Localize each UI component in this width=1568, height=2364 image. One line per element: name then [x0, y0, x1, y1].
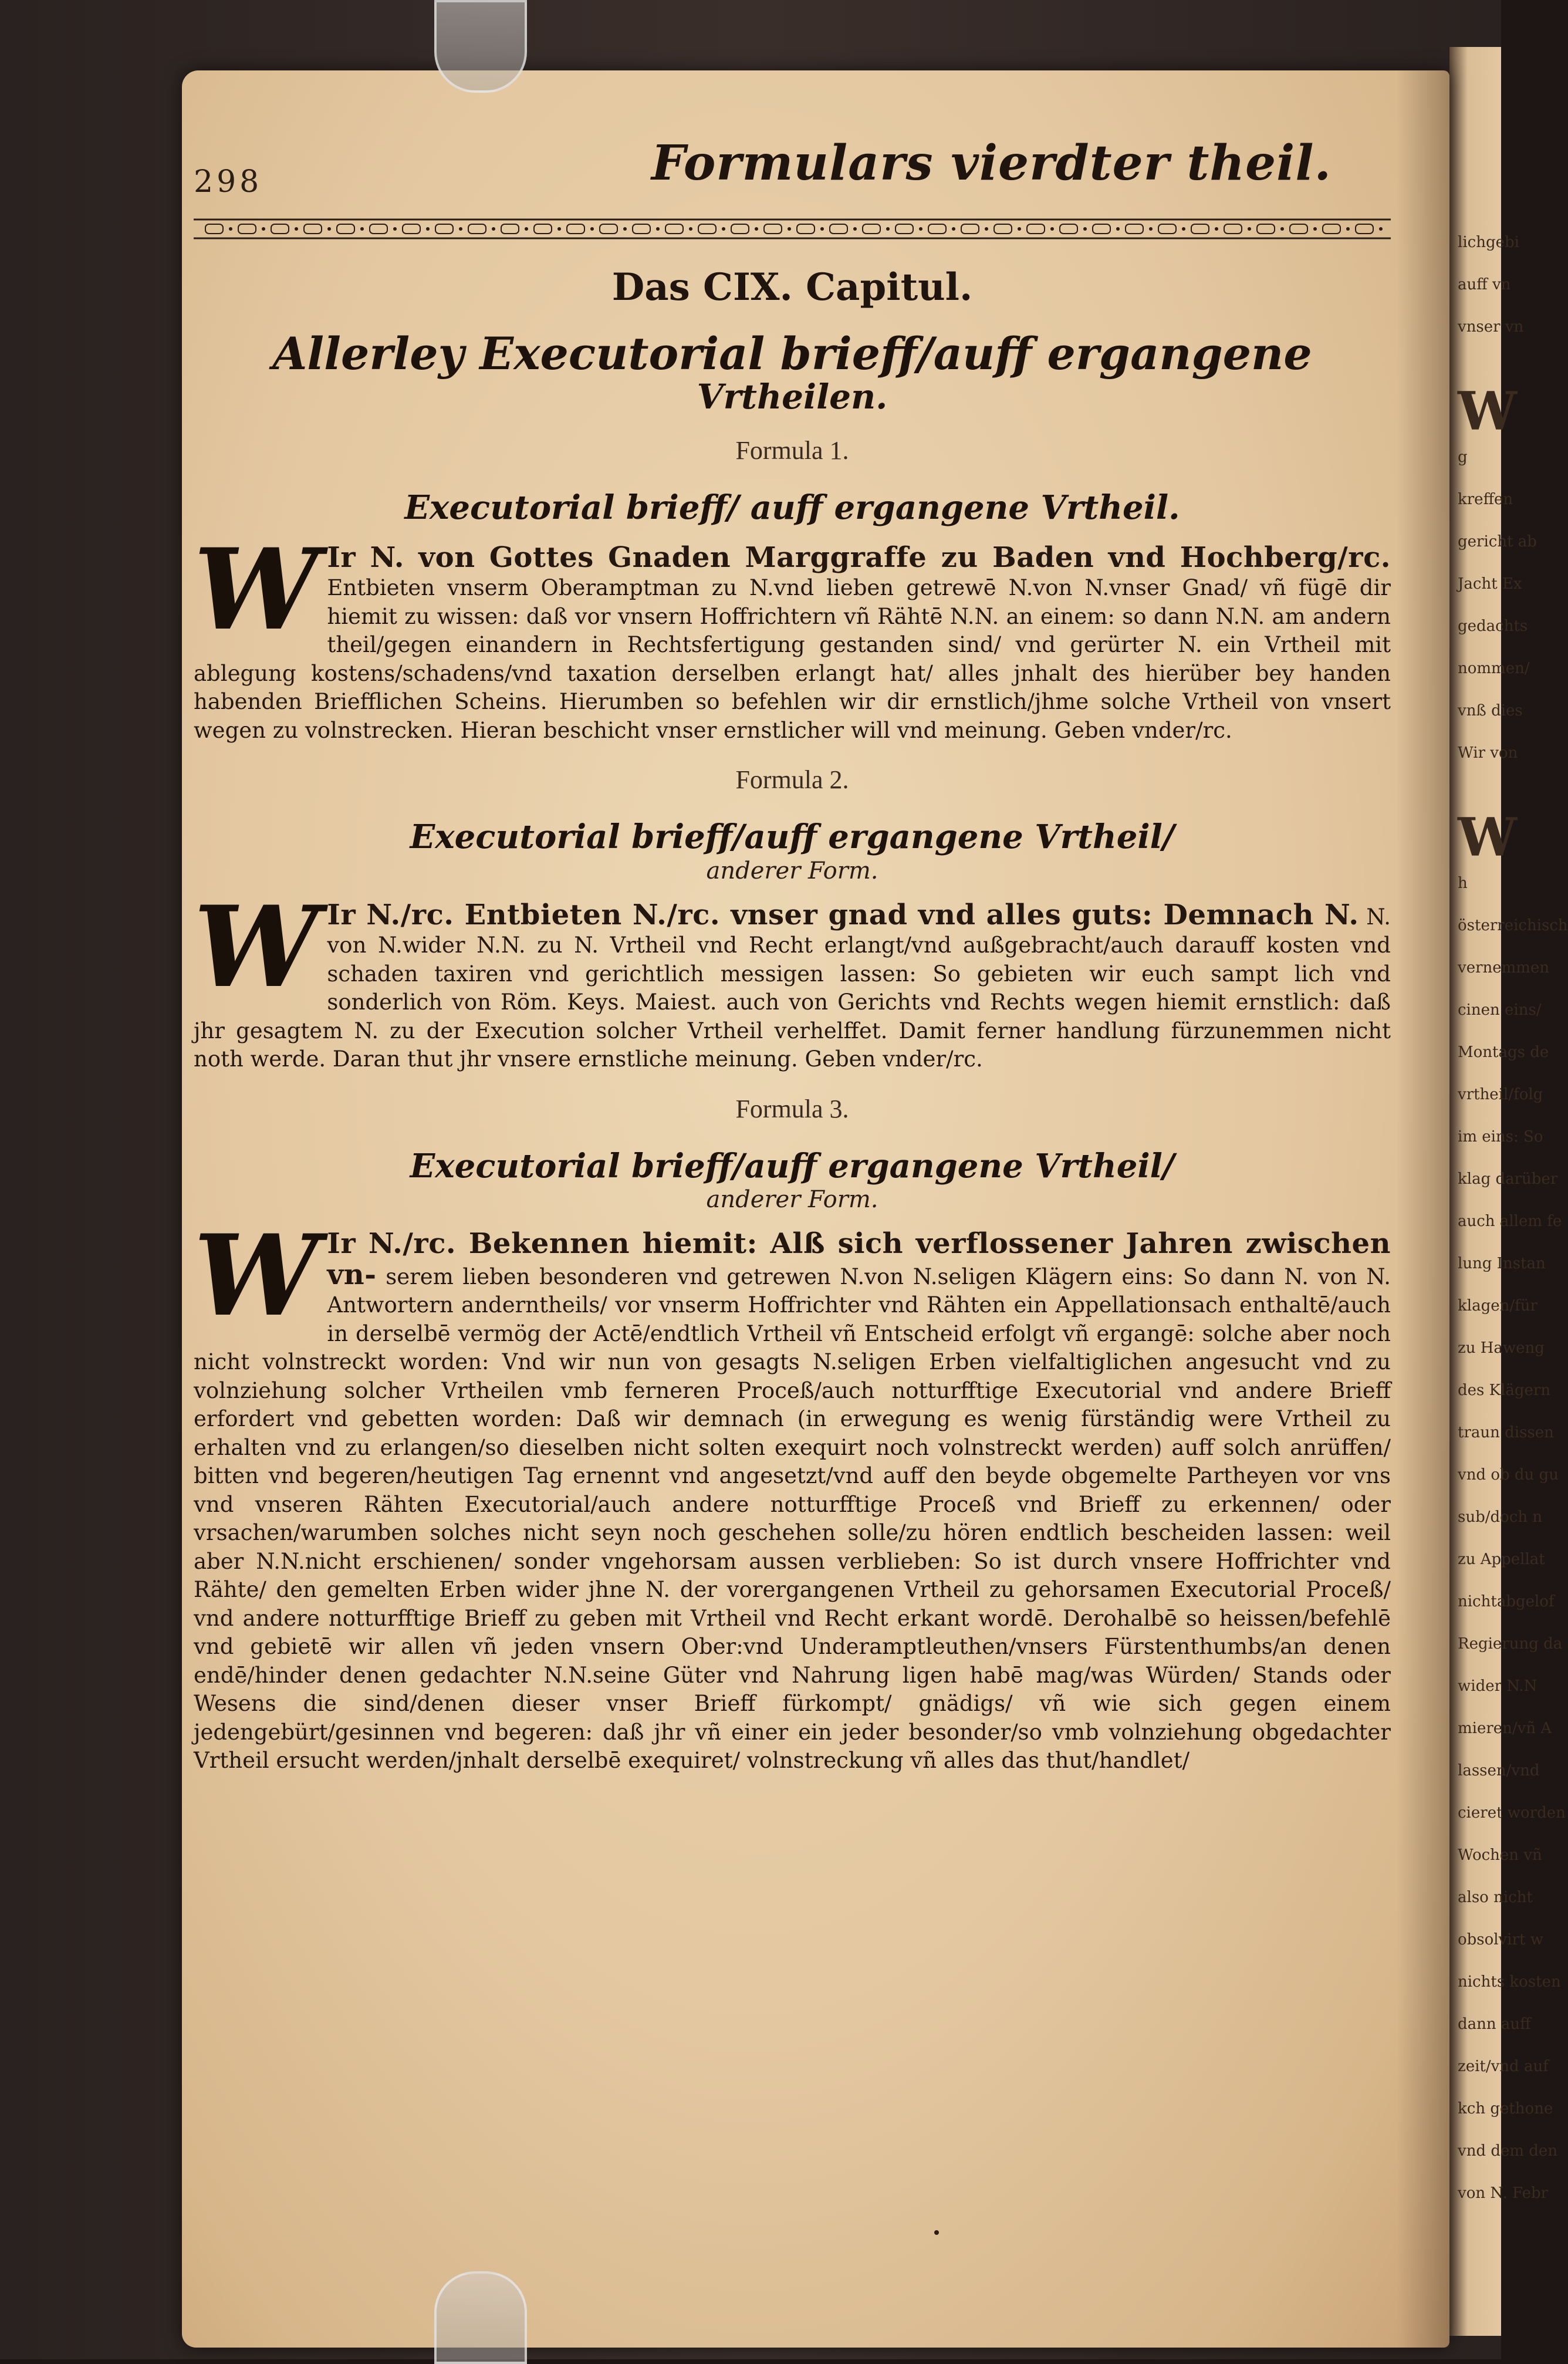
facing-page-fragment: lichgebi	[1458, 234, 1519, 251]
ornament-dot	[886, 227, 890, 231]
first-line: Ir N./rc. Entbieten N./rc. vnser gnad vnd alles guts: Demnach N.	[327, 898, 1359, 931]
facing-page-fragment: gericht ab	[1458, 533, 1537, 551]
section-subtitle: anderer Form.	[706, 1186, 878, 1214]
facing-page-fragment: Regierung da	[1458, 1635, 1563, 1653]
facing-page-fragment: vernemmen	[1458, 959, 1550, 977]
page-number: 298	[194, 164, 263, 200]
ornament-dot	[985, 227, 988, 231]
section-title: Executorial brieff/auff ergangene Vrtheil/	[410, 1146, 1175, 1186]
chapter-heading-line1: Allerley Executorial brieff/auff ergangene	[272, 327, 1312, 380]
chapter-heading	[194, 329, 1391, 416]
page-content	[194, 129, 1391, 1775]
ornament-dot	[1346, 227, 1350, 231]
facing-page-fragment: W	[1458, 806, 1518, 869]
section-body	[194, 524, 1391, 745]
section-body	[194, 1210, 1391, 1775]
ornament-link	[994, 224, 1012, 234]
ornament-link	[600, 224, 617, 234]
facing-page-fragment: auch allem fe	[1458, 1213, 1562, 1230]
ornament-link	[1224, 224, 1242, 234]
ornament-dot	[1379, 227, 1383, 231]
ornament-link	[534, 224, 552, 234]
facing-page-fragment: vnd dem den	[1458, 2142, 1558, 2160]
ornament-link	[304, 224, 322, 234]
ornament-dot	[1116, 227, 1120, 231]
ornament-link	[238, 224, 256, 234]
ornament-dot	[426, 227, 430, 231]
facing-page-fragment: vnß dies	[1458, 702, 1523, 720]
gutter-shadow	[1397, 70, 1449, 2348]
ornament-dot	[820, 227, 824, 231]
section-title: Executorial brieff/ auff ergangene Vrtheil.	[404, 488, 1180, 528]
facing-page-fragment: traun dissen	[1458, 1424, 1554, 1441]
ornament-dot	[1215, 227, 1218, 231]
facing-page-fragment: cieret worden	[1458, 1804, 1566, 1822]
facing-page-fragment: sub/doch n	[1458, 1508, 1543, 1526]
page-clip-top	[434, 0, 527, 93]
body-text: Entbieten vnserm Oberamptman zu N.vnd lieben getrewē N.von N.vnser Gnad/ vñ fügē dir hiemit zu wissen: daß vor vnsern Hoffrichtern vñ Rähtē N.N. an einem: so dann N.N. am andern theil/gegen einandern in Rechtsfertigung gestanden sind/ vnd gerürter N. ein Vrtheil mit ablegung kostens/schadens/vnd taxation derselben erlangt hat/ alles jnhalt des hierüber bey handen habenden Briefflichen Scheins. Hierumben so befehlen wir dir ernstlich/jhme solche Vrtheil von vnsert wegen zu volnstrecken. Hieran beschicht vnser ernstlicher will vnd meinung. Geben vnder/rc.	[194, 575, 1391, 743]
facing-page-fragment: nichtabgelof	[1458, 1593, 1555, 1610]
formula-label: Formula 1.	[735, 436, 849, 465]
ornament-link	[928, 224, 946, 234]
facing-page-fragment: zu Haweng	[1458, 1339, 1545, 1357]
facing-page-fragment: kch gethone	[1458, 2100, 1553, 2118]
facing-page-fragment: zu Appellat	[1458, 1551, 1545, 1568]
facing-page-fragment: Jacht Ex	[1458, 575, 1522, 593]
ornament-dot	[1248, 227, 1251, 231]
section-subtitle: anderer Form.	[706, 857, 878, 884]
facing-page-fragment: g	[1458, 448, 1468, 466]
facing-page-fragment: klag darüber	[1458, 1170, 1558, 1188]
ornament-link	[731, 224, 749, 234]
ornament-link	[1257, 224, 1275, 234]
facing-page-fragment: nichts kosten	[1458, 1973, 1561, 1991]
ornament-link	[370, 224, 387, 234]
ornamental-rule	[194, 216, 1391, 242]
facing-page-fragment: gedachts	[1458, 617, 1528, 635]
drop-cap: W	[194, 524, 319, 655]
facing-page-fragment: lassen/vnd	[1458, 1762, 1540, 1779]
ornament-link	[271, 224, 289, 234]
ornament-link	[863, 224, 880, 234]
ornament-dot	[656, 227, 660, 231]
ornament-link	[1323, 224, 1340, 234]
ornament-link	[435, 224, 453, 234]
facing-page-fragment: vnd ob du gu	[1458, 1466, 1559, 1484]
facing-page-fragment: Wochen vñ	[1458, 1846, 1542, 1864]
facing-page-fragment: lung Instan	[1458, 1255, 1546, 1272]
body-text: serem lieben besonderen vnd getrewen N.von N.seligen Klägern eins: So dann N. von N. Antwortern anderntheils/ vor vnserm Hoffrichter vnd Rähten ein Appellationsach enthaltē/auch in derselbē vermög der Actē/endtlich Vrtheil vñ Entscheid erfolgt vñ ergangē: solche aber noch nicht volnstreckt worden: Vnd wir nun von gesagts N.seligen Erben vielfaltiglichen angesucht vnd zu volnziehung solcher Vrtheilen vmb ferneren Proceß/auch notturfftige Executorial vnd andere Brieff erfordert vnd gebetten worden: Daß wir demnach (in erwegung es wenig fürständig were Vrtheil zu erhalten vnd zu erlangen/so dieselben nicht solten exequirt noch volnstreckt werden) auff solch anrüffen/ bitten vnd begeren/heutigen Tag ernennt vnd angesetzt/vnd auff den beyde obgemelte Partheyen vor vns vnd vnseren Rähten Executorial/auch andere notturfftige Proceß vnd Brieff zu erkennen/ oder vrsachen/warumben solches nicht seyn noch geschehen solle/zu hören endtlich bescheiden lassen: weil aber N.N.nicht erschienen/ sonder vngehorsam aussen verblieben: So ist durch vnsere Hoffrichter vnd Rähte/ den gemelten Erben wider jhne N. der vorergangenen Vrtheil zu gehorsamen Executorial Proceß/ vnd andere notturfftige Brieff zu geben mit Vrtheil vnd Recht erkant wordē. Derohalbē so heissen/befehlē vnd gebietē wir allen vñ jeden vnsern Ober:vnd Underamptleuthen/vnsers Fürstenthumbs/an denen endē/hinder denen gedachter N.N.seine Güter vnd Nahrung ligen habē mag/was Würden/ Stands oder Wesens die sind/denen dieser vnser Brieff fürkompt/ gnädigs/ vñ wie sich gegen einem jedengebürt/gesinnen vnd begeren: daß jhr vñ einer ein jeder besonder/so vmb volnziehung obgedachter Vrtheil ersucht werden/jnhalt derselbē exequiret/ volnstreckung vñ alles das thut/handlet/	[194, 1264, 1391, 1774]
ornament-dot	[557, 227, 561, 231]
ornament-link	[797, 224, 815, 234]
facing-page-fragment: Wir von	[1458, 744, 1518, 762]
ornament-dot	[327, 227, 331, 231]
ornament-link	[1093, 224, 1110, 234]
ornament-link	[895, 224, 913, 234]
section-formula-2	[194, 765, 1391, 1073]
chapter-heading-line2: Vrtheilen.	[697, 376, 888, 417]
ornament-dot	[459, 227, 462, 231]
ornament-dot	[788, 227, 791, 231]
facing-page-fragment: cinen eins/	[1458, 1001, 1542, 1019]
formula-label: Formula 3.	[735, 1094, 849, 1123]
ornament-link	[1356, 224, 1373, 234]
page-clip-bottom	[434, 2271, 527, 2364]
section-title: Executorial brieff/auff ergangene Vrtheil/	[410, 818, 1175, 857]
ink-speck	[934, 2230, 939, 2235]
ornament-dot	[590, 227, 594, 231]
ornament-dot	[1050, 227, 1054, 231]
facing-page-fragment: kreffen	[1458, 491, 1513, 508]
ornament-link	[468, 224, 486, 234]
first-line: Ir N. von Gottes Gnaden Marggraffe zu Baden vnd Hochberg/rc.	[327, 541, 1391, 574]
facing-page-fragment: h	[1458, 874, 1468, 892]
facing-page-fragment: Montags de	[1458, 1043, 1549, 1061]
ornament-link	[1158, 224, 1176, 234]
facing-page-fragment: von N. Febr	[1458, 2184, 1549, 2202]
ornament-dot	[525, 227, 528, 231]
ornament-link	[665, 224, 683, 234]
ornament-link	[1290, 224, 1307, 234]
ornament-dot	[492, 227, 495, 231]
ornament-dot	[393, 227, 397, 231]
facing-page-fragment: österreichisch	[1458, 917, 1568, 934]
ornament-dot	[919, 227, 922, 231]
page-header	[194, 129, 1391, 205]
ornament-dot	[262, 227, 265, 231]
ornament-link	[698, 224, 716, 234]
facing-page-fragment: W	[1458, 380, 1518, 443]
ornament-link	[1060, 224, 1077, 234]
ornament-link	[205, 224, 223, 234]
body-text: N. von N.wider N.N. zu N. Vrtheil vnd Recht erlangt/vnd außgebracht/auch darauff kosten vnd schaden taxiren vnd gerichtlich messigen lassen: So gebieten wir euch sampt lich vnd sonderlich von Röm. Keys. Maiest. auch von Gerichts vnd Rechts wegen hiemit ernstlich: daß jhr gesagtem N. zu der Execution solcher Vrtheil verhelffet. Damit ferner handlung fürzunemmen nicht noth werde. Daran thut jhr vnsere ernstliche meinung. Geben vnder/rc.	[194, 904, 1391, 1072]
section-body	[194, 881, 1391, 1074]
facing-page-fragment: mieren/vñ A	[1458, 1720, 1552, 1737]
facing-page-fragment: wider N.N	[1458, 1677, 1537, 1695]
ornament-dot	[1182, 227, 1185, 231]
facing-page-fragment: vrtheil/folg	[1458, 1086, 1543, 1103]
ornament-dot	[1313, 227, 1317, 231]
facing-page-fragment: nommen/	[1458, 660, 1530, 677]
facing-page-edge	[1449, 47, 1568, 2336]
first-line: Ir N./rc. Bekennen hiemit: Alß sich verflossener Jahren zwischen vn-	[327, 1227, 1391, 1291]
section-formula-3	[194, 1094, 1391, 1775]
running-head: Formulars vierdter theil.	[651, 135, 1332, 191]
ornament-link	[961, 224, 979, 234]
ornament-link	[1191, 224, 1209, 234]
ornament-dot	[295, 227, 298, 231]
facing-page-fragment: also nicht	[1458, 1889, 1533, 1906]
ornament-dot	[755, 227, 758, 231]
ornament-dot	[1149, 227, 1153, 231]
ornament-link	[764, 224, 782, 234]
chapter-number: Das CIX. Capitul.	[611, 265, 973, 309]
facing-page-fragment: vnser vn	[1458, 318, 1524, 336]
ornament-dot	[1280, 227, 1284, 231]
facing-page-fragment: klagen/für	[1458, 1297, 1537, 1315]
facing-page-fragment: auff vn	[1458, 276, 1511, 293]
facing-page-fragment: im eins: So	[1458, 1128, 1543, 1146]
ornament-dot	[722, 227, 725, 231]
ornament-link	[1027, 224, 1045, 234]
facing-page-fragment: des Klägern	[1458, 1382, 1551, 1399]
facing-page-fragment: zeit/vnd auf	[1458, 2058, 1549, 2075]
ornament-link	[501, 224, 519, 234]
section-formula-1	[194, 435, 1391, 745]
ornament-link	[1126, 224, 1143, 234]
ornament-link	[633, 224, 650, 234]
ornament-dot	[623, 227, 627, 231]
formula-label: Formula 2.	[735, 765, 849, 795]
ornament-link	[830, 224, 847, 234]
ornament-dot	[1083, 227, 1087, 231]
ornament-dot	[1018, 227, 1021, 231]
ornament-link	[337, 224, 354, 234]
ornament-link	[567, 224, 584, 234]
ornament-dot	[229, 227, 232, 231]
facing-page-fragment: obsolvirt w	[1458, 1931, 1544, 1948]
facing-page-fragment: dann auff	[1458, 2015, 1531, 2033]
drop-cap: W	[194, 1210, 319, 1342]
ornament-link	[403, 224, 420, 234]
drop-cap: W	[194, 881, 319, 1012]
ornament-dot	[360, 227, 364, 231]
ornament-dot	[853, 227, 857, 231]
ornament-border-icon	[194, 216, 1391, 242]
ornament-dot	[952, 227, 955, 231]
ornament-dot	[689, 227, 692, 231]
